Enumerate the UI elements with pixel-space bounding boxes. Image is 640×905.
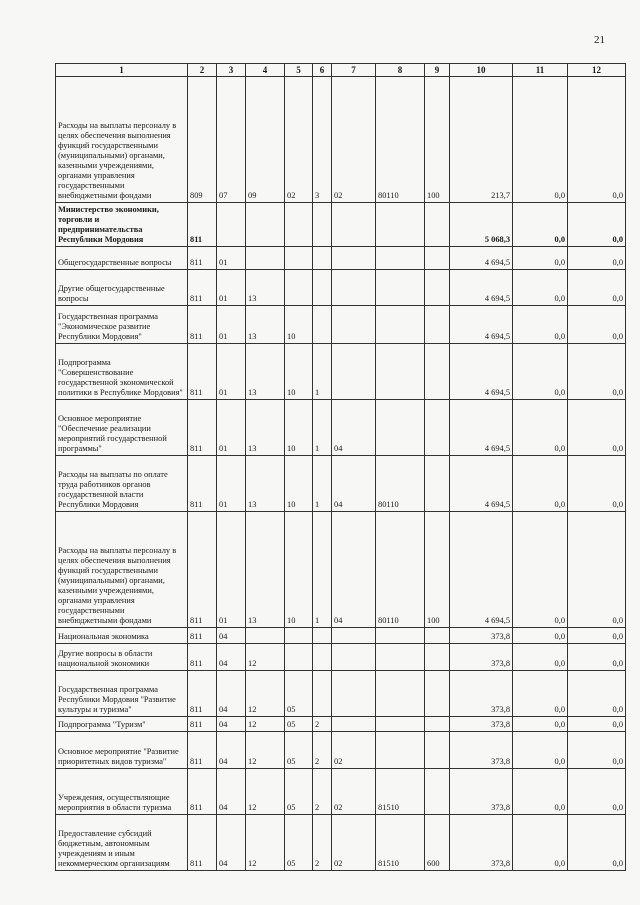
event-code-cell <box>332 644 376 671</box>
amount-2023-cell: 0,0 <box>568 628 626 644</box>
subprogram-code-cell: 2 <box>313 732 332 769</box>
table-row <box>56 77 626 203</box>
event-code-cell: 04 <box>332 456 376 512</box>
program-code-cell: 10 <box>285 456 313 512</box>
expense-direction-code-cell <box>376 717 425 732</box>
ministry-code-cell: 811 <box>188 306 217 344</box>
item-name-cell: Расходы на выплаты по оплате труда работников органов государственной власти Республики Мордовия <box>56 456 188 512</box>
section-code-cell <box>217 203 246 247</box>
subprogram-code-cell <box>313 671 332 717</box>
event-code-cell: 04 <box>332 400 376 456</box>
expense-direction-code-cell: 80110 <box>376 456 425 512</box>
amount-2023-cell: 0,0 <box>568 203 626 247</box>
expense-type-code-cell <box>425 628 450 644</box>
ministry-code-cell: 811 <box>188 247 217 270</box>
amount-2022-cell: 0,0 <box>513 628 568 644</box>
subsection-code-cell: 13 <box>246 400 285 456</box>
table-row <box>56 512 626 628</box>
table-row <box>56 247 626 270</box>
ministry-code-cell: 811 <box>188 456 217 512</box>
table-row <box>56 203 626 247</box>
item-name-cell: Расходы на выплаты персоналу в целях обеспечения выполнения функций государственными (муниципальными) органами, казенными учреждениями, органами управления государственными внебюджетными фондами <box>56 77 188 203</box>
subprogram-code-cell: 2 <box>313 815 332 871</box>
subprogram-code-cell: 3 <box>313 77 332 203</box>
amount-2022-cell: 0,0 <box>513 815 568 871</box>
event-code-cell <box>332 671 376 717</box>
amount-2021-cell: 4 694,5 <box>450 400 513 456</box>
amount-2022-cell: 0,0 <box>513 247 568 270</box>
column-header-7: 7 <box>332 64 376 77</box>
amount-2023-cell: 0,0 <box>568 456 626 512</box>
program-code-cell: 02 <box>285 77 313 203</box>
expense-type-code-cell <box>425 306 450 344</box>
column-header-11: 11 <box>513 64 568 77</box>
item-name-cell: Другие вопросы в области национальной экономики <box>56 644 188 671</box>
amount-2023-cell: 0,0 <box>568 512 626 628</box>
program-code-cell: 05 <box>285 717 313 732</box>
amount-2023-cell: 0,0 <box>568 247 626 270</box>
amount-2023-cell: 0,0 <box>568 77 626 203</box>
event-code-cell <box>332 717 376 732</box>
column-header-5: 5 <box>285 64 313 77</box>
item-name-cell: Другие общегосударственные вопросы <box>56 270 188 306</box>
subsection-code-cell: 12 <box>246 769 285 815</box>
table-row <box>56 628 626 644</box>
event-code-cell <box>332 247 376 270</box>
event-code-cell <box>332 344 376 400</box>
amount-2022-cell: 0,0 <box>513 400 568 456</box>
subsection-code-cell: 12 <box>246 671 285 717</box>
expense-type-code-cell: 100 <box>425 512 450 628</box>
program-code-cell <box>285 628 313 644</box>
item-name-cell: Учреждения, осуществляющие мероприятия в области туризма <box>56 769 188 815</box>
ministry-code-cell: 811 <box>188 769 217 815</box>
program-code-cell: 10 <box>285 512 313 628</box>
program-code-cell: 05 <box>285 769 313 815</box>
amount-2023-cell: 0,0 <box>568 671 626 717</box>
table-row <box>56 306 626 344</box>
expense-type-code-cell <box>425 270 450 306</box>
program-code-cell: 10 <box>285 306 313 344</box>
amount-2023-cell: 0,0 <box>568 344 626 400</box>
table-row <box>56 769 626 815</box>
page-number: 21 <box>594 34 605 46</box>
section-code-cell: 01 <box>217 247 246 270</box>
amount-2021-cell: 4 694,5 <box>450 247 513 270</box>
program-code-cell <box>285 203 313 247</box>
subsection-code-cell <box>246 628 285 644</box>
subsection-code-cell <box>246 247 285 270</box>
table-row <box>56 717 626 732</box>
ministry-code-cell: 811 <box>188 400 217 456</box>
expense-direction-code-cell <box>376 247 425 270</box>
ministry-code-cell: 811 <box>188 732 217 769</box>
expense-type-code-cell <box>425 769 450 815</box>
event-code-cell: 02 <box>332 732 376 769</box>
program-code-cell <box>285 644 313 671</box>
amount-2022-cell: 0,0 <box>513 344 568 400</box>
item-name-cell: Предоставление субсидий бюджетным, автономным учреждениям и иным некоммерческим организациям <box>56 815 188 871</box>
item-name-cell: Государственная программа "Экономическое развитие Республики Мордовия" <box>56 306 188 344</box>
column-header-3: 3 <box>217 64 246 77</box>
subprogram-code-cell: 1 <box>313 400 332 456</box>
ministry-code-cell: 811 <box>188 344 217 400</box>
section-code-cell: 01 <box>217 456 246 512</box>
subsection-code-cell: 12 <box>246 717 285 732</box>
amount-2023-cell: 0,0 <box>568 306 626 344</box>
expense-type-code-cell <box>425 344 450 400</box>
expense-type-code-cell <box>425 644 450 671</box>
program-code-cell: 05 <box>285 815 313 871</box>
program-code-cell: 10 <box>285 344 313 400</box>
table-row <box>56 344 626 400</box>
subsection-code-cell: 13 <box>246 512 285 628</box>
ministry-code-cell: 811 <box>188 512 217 628</box>
expense-type-code-cell <box>425 732 450 769</box>
item-name-cell: Общегосударственные вопросы <box>56 247 188 270</box>
amount-2022-cell: 0,0 <box>513 671 568 717</box>
section-code-cell: 01 <box>217 400 246 456</box>
amount-2022-cell: 0,0 <box>513 203 568 247</box>
table-row <box>56 815 626 871</box>
table-row <box>56 644 626 671</box>
subprogram-code-cell <box>313 247 332 270</box>
expense-direction-code-cell <box>376 344 425 400</box>
amount-2021-cell: 373,8 <box>450 732 513 769</box>
amount-2021-cell: 4 694,5 <box>450 270 513 306</box>
item-name-cell: Министерство экономики, торговли и предпринимательства Республики Мордовия <box>56 203 188 247</box>
subsection-code-cell: 12 <box>246 732 285 769</box>
expense-direction-code-cell <box>376 732 425 769</box>
ministry-code-cell: 811 <box>188 644 217 671</box>
column-header-6: 6 <box>313 64 332 77</box>
event-code-cell: 02 <box>332 77 376 203</box>
event-code-cell <box>332 203 376 247</box>
expense-direction-code-cell: 80110 <box>376 512 425 628</box>
item-name-cell: Государственная программа Республики Мордовия "Развитие культуры и туризма" <box>56 671 188 717</box>
subprogram-code-cell: 2 <box>313 769 332 815</box>
amount-2023-cell: 0,0 <box>568 400 626 456</box>
expense-direction-code-cell <box>376 306 425 344</box>
subsection-code-cell: 09 <box>246 77 285 203</box>
subprogram-code-cell: 1 <box>313 456 332 512</box>
expense-type-code-cell <box>425 203 450 247</box>
program-code-cell <box>285 247 313 270</box>
subsection-code-cell <box>246 203 285 247</box>
amount-2021-cell: 373,8 <box>450 815 513 871</box>
program-code-cell <box>285 270 313 306</box>
ministry-code-cell: 811 <box>188 717 217 732</box>
section-code-cell: 01 <box>217 344 246 400</box>
amount-2022-cell: 0,0 <box>513 306 568 344</box>
event-code-cell <box>332 270 376 306</box>
amount-2023-cell: 0,0 <box>568 644 626 671</box>
amount-2023-cell: 0,0 <box>568 732 626 769</box>
amount-2022-cell: 0,0 <box>513 456 568 512</box>
program-code-cell: 10 <box>285 400 313 456</box>
amount-2021-cell: 373,8 <box>450 644 513 671</box>
section-code-cell: 04 <box>217 732 246 769</box>
amount-2022-cell: 0,0 <box>513 732 568 769</box>
item-name-cell: Основное мероприятие "Развитие приоритетных видов туризма" <box>56 732 188 769</box>
table-row <box>56 671 626 717</box>
table-row <box>56 732 626 769</box>
subprogram-code-cell <box>313 306 332 344</box>
table-row <box>56 400 626 456</box>
subsection-code-cell: 13 <box>246 306 285 344</box>
expense-direction-code-cell <box>376 400 425 456</box>
expense-type-code-cell <box>425 671 450 717</box>
amount-2023-cell: 0,0 <box>568 270 626 306</box>
event-code-cell: 02 <box>332 769 376 815</box>
amount-2022-cell: 0,0 <box>513 644 568 671</box>
header-row <box>56 64 626 77</box>
expense-direction-code-cell <box>376 644 425 671</box>
item-name-cell: Подпрограмма "Туризм" <box>56 717 188 732</box>
subsection-code-cell: 13 <box>246 270 285 306</box>
subprogram-code-cell: 1 <box>313 512 332 628</box>
table-row <box>56 270 626 306</box>
subsection-code-cell: 12 <box>246 815 285 871</box>
subsection-code-cell: 13 <box>246 344 285 400</box>
budget-table <box>55 63 626 871</box>
subprogram-code-cell: 2 <box>313 717 332 732</box>
section-code-cell: 01 <box>217 512 246 628</box>
subprogram-code-cell <box>313 628 332 644</box>
event-code-cell <box>332 628 376 644</box>
event-code-cell: 04 <box>332 512 376 628</box>
expense-direction-code-cell <box>376 671 425 717</box>
amount-2022-cell: 0,0 <box>513 717 568 732</box>
amount-2021-cell: 4 694,5 <box>450 344 513 400</box>
amount-2023-cell: 0,0 <box>568 815 626 871</box>
amount-2021-cell: 213,7 <box>450 77 513 203</box>
amount-2022-cell: 0,0 <box>513 769 568 815</box>
amount-2021-cell: 5 068,3 <box>450 203 513 247</box>
item-name-cell: Расходы на выплаты персоналу в целях обеспечения выполнения функций государственными (муниципальными) органами, казенными учреждениями, органами управления государственными внебюджетными фондами <box>56 512 188 628</box>
amount-2021-cell: 373,8 <box>450 671 513 717</box>
amount-2021-cell: 373,8 <box>450 717 513 732</box>
ministry-code-cell: 811 <box>188 815 217 871</box>
expense-type-code-cell <box>425 456 450 512</box>
expense-direction-code-cell <box>376 203 425 247</box>
amount-2022-cell: 0,0 <box>513 270 568 306</box>
subsection-code-cell: 12 <box>246 644 285 671</box>
expense-direction-code-cell <box>376 270 425 306</box>
column-header-12: 12 <box>568 64 626 77</box>
section-code-cell: 04 <box>217 717 246 732</box>
amount-2023-cell: 0,0 <box>568 769 626 815</box>
subsection-code-cell: 13 <box>246 456 285 512</box>
amount-2021-cell: 373,8 <box>450 769 513 815</box>
section-code-cell: 01 <box>217 306 246 344</box>
ministry-code-cell: 809 <box>188 77 217 203</box>
section-code-cell: 04 <box>217 628 246 644</box>
expense-type-code-cell: 600 <box>425 815 450 871</box>
column-header-2: 2 <box>188 64 217 77</box>
section-code-cell: 04 <box>217 769 246 815</box>
subprogram-code-cell: 1 <box>313 344 332 400</box>
amount-2022-cell: 0,0 <box>513 512 568 628</box>
subprogram-code-cell <box>313 644 332 671</box>
amount-2023-cell: 0,0 <box>568 717 626 732</box>
amount-2021-cell: 4 694,5 <box>450 456 513 512</box>
event-code-cell: 02 <box>332 815 376 871</box>
table-row <box>56 456 626 512</box>
amount-2021-cell: 373,8 <box>450 628 513 644</box>
section-code-cell: 04 <box>217 644 246 671</box>
amount-2021-cell: 4 694,5 <box>450 306 513 344</box>
subprogram-code-cell <box>313 203 332 247</box>
program-code-cell: 05 <box>285 732 313 769</box>
program-code-cell: 05 <box>285 671 313 717</box>
column-header-9: 9 <box>425 64 450 77</box>
expense-type-code-cell <box>425 400 450 456</box>
item-name-cell: Национальная экономика <box>56 628 188 644</box>
subprogram-code-cell <box>313 270 332 306</box>
expense-direction-code-cell: 81510 <box>376 769 425 815</box>
column-header-1: 1 <box>56 64 188 77</box>
expense-type-code-cell <box>425 717 450 732</box>
amount-2022-cell: 0,0 <box>513 77 568 203</box>
ministry-code-cell: 811 <box>188 671 217 717</box>
section-code-cell: 01 <box>217 270 246 306</box>
ministry-code-cell: 811 <box>188 628 217 644</box>
event-code-cell <box>332 306 376 344</box>
item-name-cell: Основное мероприятие "Обеспечение реализации мероприятий государственной программы" <box>56 400 188 456</box>
section-code-cell: 04 <box>217 671 246 717</box>
column-header-4: 4 <box>246 64 285 77</box>
section-code-cell: 07 <box>217 77 246 203</box>
expense-type-code-cell: 100 <box>425 77 450 203</box>
ministry-code-cell: 811 <box>188 203 217 247</box>
column-header-8: 8 <box>376 64 425 77</box>
expense-type-code-cell <box>425 247 450 270</box>
column-header-10: 10 <box>450 64 513 77</box>
item-name-cell: Подпрограмма "Совершенствование государственной экономической политики в Республике Мордовия" <box>56 344 188 400</box>
section-code-cell: 04 <box>217 815 246 871</box>
expense-direction-code-cell: 81510 <box>376 815 425 871</box>
amount-2021-cell: 4 694,5 <box>450 512 513 628</box>
expense-direction-code-cell: 80110 <box>376 77 425 203</box>
ministry-code-cell: 811 <box>188 270 217 306</box>
expense-direction-code-cell <box>376 628 425 644</box>
